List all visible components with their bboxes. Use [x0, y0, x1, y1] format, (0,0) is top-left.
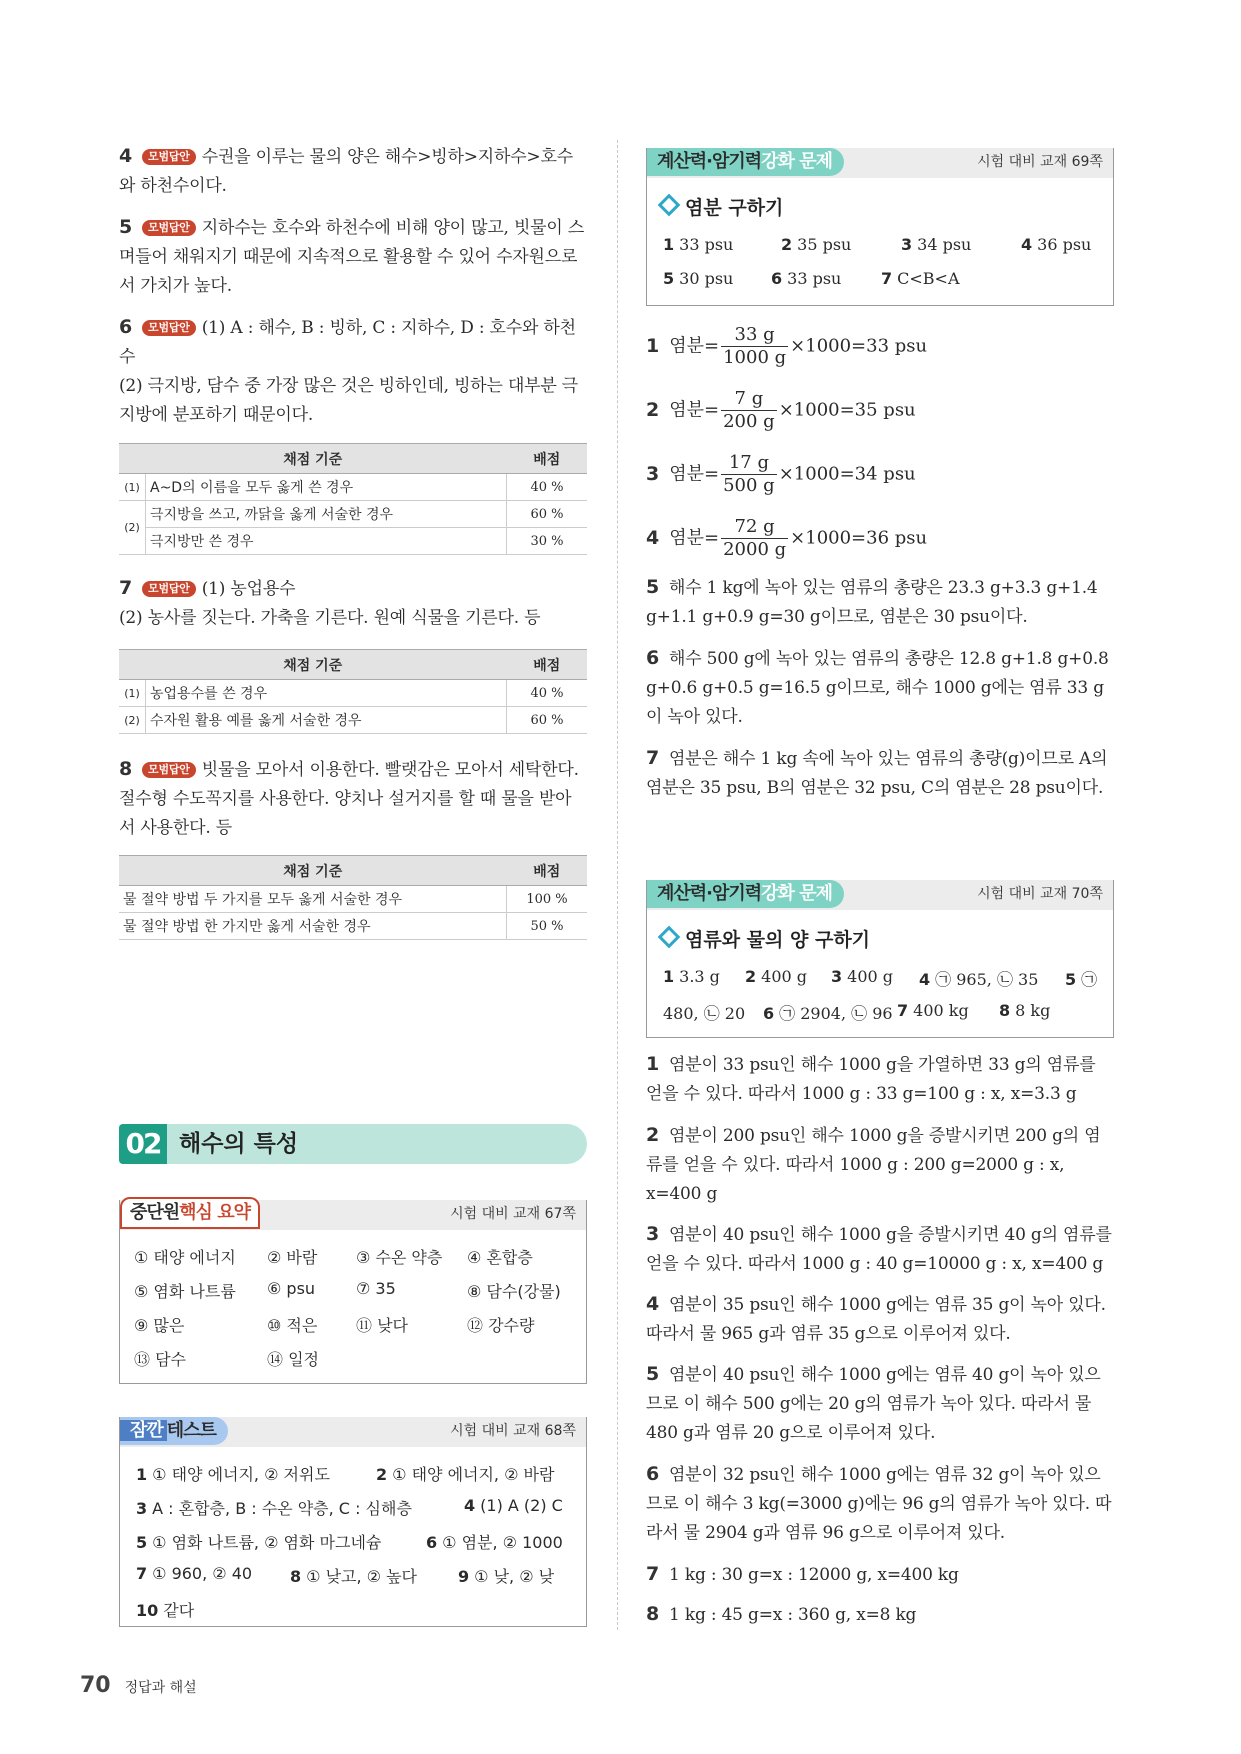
- quick-test-title: [120, 1417, 228, 1445]
- explanation-text: 1 kg : 45 g=x : 360 g, x=8 kg: [669, 1605, 917, 1625]
- diamond-icon: [658, 194, 681, 217]
- item-text: 400 g: [761, 967, 808, 986]
- summary-header-bar: [120, 1200, 586, 1230]
- item-number: 3: [901, 235, 913, 254]
- explanation-text: 염분이 40 psu인 해수 1000 g에는 염류 40 g이 녹아 있으므로 이 해수 500 g에는 20 g의 염류가 녹아 있다. 따라서 물 480 g과 염류 20 g으로 이루어져 있다.: [646, 1365, 1101, 1443]
- grading-table-8: [119, 855, 587, 940]
- explanation-text: 해수 500 g에 녹아 있는 염류의 총량은 12.8 g+1.8 g+0.8 g+0.6 g+0.5 g=16.5 g이므로, 해수 1000 g에는 염류 33 g이 녹아 있다.: [646, 649, 1109, 727]
- explanation-text: 1 kg : 30 g=x : 12000 g, x=400 kg: [669, 1565, 959, 1585]
- grading-table-6: [119, 443, 587, 555]
- item-number: 7: [897, 1001, 909, 1020]
- item-number: 5: [136, 1533, 148, 1552]
- calc-subheading-text: 염분 구하기: [685, 197, 784, 219]
- quick-test-box: [119, 1417, 587, 1627]
- item-number: 9: [458, 1567, 470, 1586]
- explanation-text: 염분은 해수 1 kg 속에 녹아 있는 염류의 총량(g)이므로 A의 염분은 35 psu, B의 염분은 32 psu, C의 염분은 28 psu이다.: [646, 749, 1108, 798]
- item-number: 6: [426, 1533, 438, 1552]
- criterion-cell: 농업용수를 쓴 경우: [146, 680, 507, 707]
- numerator: 17 g: [721, 452, 777, 475]
- criterion-cell: 수자원 활용 예를 옳게 서술한 경우: [146, 707, 507, 734]
- item-text: 8 kg: [1015, 1001, 1051, 1020]
- fraction-result: ×1000=33 psu: [790, 335, 928, 357]
- calc-ref: 시험 대비 교재 70쪽: [977, 886, 1103, 902]
- explanation-2-2: [646, 1121, 1116, 1209]
- fraction-2: [646, 388, 916, 433]
- summary-item: ③ 수온 약층: [356, 1248, 443, 1267]
- item-number: 5: [1065, 970, 1077, 989]
- calc-header-bar: [647, 148, 1113, 178]
- numerator: 7 g: [721, 388, 777, 411]
- item-number: 1: [663, 235, 675, 254]
- row-label: (1): [119, 680, 146, 707]
- answer-4: [119, 142, 587, 201]
- summary-item: ② 바람: [267, 1248, 318, 1267]
- answer-7: [119, 574, 587, 633]
- question-number: 2: [646, 1124, 660, 1146]
- score-header: 배점: [507, 444, 588, 474]
- item-number: 3: [136, 1499, 148, 1518]
- calc-title-a: 계산력·암기력: [657, 151, 762, 172]
- item-text: ① 태양 에너지, ② 바람: [392, 1465, 555, 1484]
- question-number: 5: [646, 576, 660, 598]
- section-number: 02: [119, 1124, 167, 1164]
- question-number: 4: [646, 1293, 660, 1315]
- summary-item: ⑪ 낮다: [356, 1316, 408, 1335]
- model-answer-tag: 모범답안: [142, 149, 196, 165]
- item-number: 7: [136, 1564, 148, 1583]
- score-cell: 60 %: [507, 501, 588, 528]
- criterion-cell: 물 절약 방법 한 가지만 옳게 서술한 경우: [119, 913, 507, 940]
- item-text: ① 염화 나트륨, ② 염화 마그네슘: [152, 1533, 382, 1552]
- item-text: 400 kg: [913, 1001, 969, 1020]
- score-header: 배점: [507, 856, 588, 886]
- item-text: ㉠ 2904, ㉡ 96: [779, 1004, 893, 1023]
- criteria-header: 채점 기준: [119, 444, 507, 474]
- explanation-7: [646, 744, 1116, 803]
- score-cell: 100 %: [507, 886, 588, 913]
- criterion-cell: 극지방을 쓰고, 까닭을 옳게 서술한 경우: [146, 501, 507, 528]
- item-text: (1) A (2) C: [480, 1496, 563, 1515]
- numerator: 72 g: [721, 516, 788, 539]
- summary-item: ⑨ 많은: [134, 1316, 185, 1335]
- item-number: 10: [136, 1601, 159, 1620]
- item-number: 4: [464, 1496, 476, 1515]
- question-number: 7: [646, 1563, 660, 1585]
- item-text: A : 혼합층, B : 수온 약층, C : 심해층: [152, 1499, 412, 1518]
- fraction-result: ×1000=35 psu: [778, 399, 916, 421]
- explanation-5: [646, 573, 1116, 632]
- summary-item: ① 태양 에너지: [134, 1248, 236, 1267]
- grading-table-7: [119, 649, 587, 734]
- question-number: 7: [646, 747, 660, 769]
- page-number: 70: [80, 1673, 111, 1698]
- quick-test-title-b: 테스트: [166, 1420, 216, 1441]
- item-text: 33 psu: [679, 235, 734, 254]
- calc-subheading: [661, 925, 870, 952]
- question-number: 6: [646, 647, 660, 669]
- row-label: (1): [119, 474, 146, 501]
- score-cell: 40 %: [507, 474, 588, 501]
- calc-header-bar: [647, 880, 1113, 910]
- denominator: 1000 g: [723, 347, 787, 368]
- answer-5: [119, 213, 587, 301]
- model-answer-tag: 모범답안: [142, 762, 196, 778]
- score-cell: 50 %: [507, 913, 588, 940]
- calc-title: [647, 880, 844, 908]
- explanation-2-5: [646, 1360, 1116, 1448]
- summary-item: ④ 혼합층: [467, 1248, 533, 1267]
- item-text: ㉠ 965, ㉡ 35: [935, 970, 1039, 989]
- denominator: 2000 g: [723, 539, 787, 560]
- calc-title-b: 강화 문제: [761, 883, 832, 904]
- row-label: (2): [119, 501, 146, 555]
- answer-6: [119, 313, 587, 430]
- explanation-2-4: [646, 1290, 1116, 1349]
- fraction-3: [646, 452, 916, 497]
- summary-item: ⑥ psu: [267, 1279, 316, 1298]
- item-text: 34 psu: [917, 235, 972, 254]
- item-number: 1: [136, 1465, 148, 1484]
- explanation-2-1: [646, 1050, 1116, 1109]
- answer-text: 지하수는 호수와 하천수에 비해 양이 많고, 빗물이 스며들어 채워지기 때문에 지속적으로 활용할 수 있어 수자원으로서 가치가 높다.: [119, 218, 585, 296]
- score-cell: 30 %: [507, 528, 588, 555]
- item-number: 8: [290, 1567, 302, 1586]
- criterion-cell: A~D의 이름을 모두 옳게 쓴 경우: [146, 474, 507, 501]
- summary-item: ⑫ 강수량: [467, 1316, 535, 1335]
- explanation-text: 염분이 33 psu인 해수 1000 g을 가열하면 33 g의 염류를 얻을 수 있다. 따라서 1000 g : 33 g=100 g : x, x=3.3 g: [646, 1055, 1096, 1104]
- calc-title-b: 강화 문제: [761, 151, 832, 172]
- answer-text: (1) A : 해수, B : 빙하, C : 지하수, D : 호수와 하천수: [119, 318, 576, 367]
- numerator: 33 g: [721, 324, 788, 347]
- summary-ref: 시험 대비 교재 67쪽: [450, 1206, 576, 1222]
- item-number: 6: [771, 269, 783, 288]
- explanation-text: 염분이 35 psu인 해수 1000 g에는 염류 35 g이 녹아 있다. 따라서 물 965 g과 염류 35 g으로 이루어져 있다.: [646, 1295, 1106, 1344]
- page-footer: [80, 1673, 197, 1698]
- item-text: 36 psu: [1037, 235, 1092, 254]
- calc-subheading: [661, 193, 783, 220]
- diamond-icon: [658, 926, 681, 949]
- section-title: 해수의 특성: [179, 1131, 299, 1157]
- item-number: 6: [763, 1004, 775, 1023]
- answer-8: [119, 755, 587, 843]
- item-text: 30 psu: [679, 269, 734, 288]
- question-number: 6: [119, 316, 133, 338]
- question-number: 1: [646, 1053, 660, 1075]
- item-number: 4: [919, 970, 931, 989]
- item-text: ① 낮, ② 낮: [474, 1567, 555, 1586]
- criteria-header: 채점 기준: [119, 650, 507, 680]
- answer-text: (2) 농사를 짓는다. 가축을 기른다. 원예 식물을 기른다. 등: [119, 608, 541, 628]
- item-text: 같다: [163, 1601, 195, 1620]
- explanation-text: 염분이 40 psu인 해수 1000 g을 증발시키면 40 g의 염류를 얻을 수 있다. 따라서 1000 g : 40 g=10000 g : x, x=400 g: [646, 1225, 1112, 1274]
- score-cell: 60 %: [507, 707, 588, 734]
- quick-test-header-bar: [120, 1417, 586, 1447]
- answer-text: 빗물을 모아서 이용한다. 빨랫감은 모아서 세탁한다. 절수형 수도꼭지를 사용한다. 양치나 설거지를 할 때 물을 받아서 사용한다. 등: [119, 760, 579, 838]
- fraction-result: ×1000=36 psu: [790, 527, 928, 549]
- item-text: ① 960, ② 40: [152, 1564, 253, 1583]
- model-answer-tag: 모범답안: [142, 320, 196, 336]
- summary-item: ⑤ 염화 나트륨: [134, 1282, 236, 1301]
- calc-title: [647, 148, 844, 176]
- item-text: 33 psu: [787, 269, 842, 288]
- question-number: 1: [646, 334, 660, 357]
- answer-text: (1) 농업용수: [201, 579, 296, 599]
- calc-subheading-text: 염류와 물의 양 구하기: [685, 929, 871, 951]
- item-text: ① 태양 에너지, ② 저위도: [152, 1465, 330, 1484]
- model-answer-tag: 모범답안: [142, 220, 196, 236]
- explanation-2-8: [646, 1600, 1116, 1630]
- question-number: 5: [119, 216, 133, 238]
- item-number: 7: [881, 269, 893, 288]
- fraction-prefix: 염분=: [669, 463, 720, 485]
- item-number: 2: [745, 967, 757, 986]
- summary-item: ⑩ 적은: [267, 1316, 318, 1335]
- summary-title-a: 중단원: [130, 1202, 180, 1223]
- explanation-text: 염분이 32 psu인 해수 1000 g에는 염류 32 g이 녹아 있으므로 이 해수 3 kg(=3000 g)에는 96 g의 염류가 녹아 있다. 따라서 물 2904 g과 염류 96 g으로 이루어져 있다.: [646, 1465, 1112, 1543]
- fraction-prefix: 염분=: [669, 399, 720, 421]
- column-divider: [617, 140, 618, 1630]
- answer-text: 수권을 이루는 물의 양은 해수>빙하>지하수>호수와 하천수이다.: [119, 147, 573, 196]
- fraction-1: [646, 324, 927, 369]
- item-number: 5: [663, 269, 675, 288]
- question-number: 2: [646, 398, 660, 421]
- summary-box: [119, 1200, 587, 1384]
- item-text: ① 낮고, ② 높다: [306, 1567, 417, 1586]
- quick-test-title-a: 잠깐: [120, 1420, 167, 1441]
- item-text: 400 g: [847, 967, 894, 986]
- score-cell: 40 %: [507, 680, 588, 707]
- item-number: 8: [999, 1001, 1011, 1020]
- summary-item: ⑦ 35: [356, 1279, 396, 1298]
- item-number: 1: [663, 967, 675, 986]
- section-02-header: [119, 1124, 587, 1164]
- criteria-header: 채점 기준: [119, 856, 507, 886]
- explanation-2-6: [646, 1460, 1116, 1548]
- question-number: 7: [119, 577, 133, 599]
- item-text: C<B<A: [897, 269, 960, 288]
- summary-title-b: 핵심 요약: [179, 1202, 250, 1223]
- calc-ref: 시험 대비 교재 69쪽: [977, 154, 1103, 170]
- explanation-text: 염분이 200 psu인 해수 1000 g을 증발시키면 200 g의 염류를 얻을 수 있다. 따라서 1000 g : 200 g=2000 g : x, x=400 g: [646, 1126, 1101, 1204]
- fraction-4: [646, 516, 927, 561]
- item-number: 4: [1021, 235, 1033, 254]
- item-text: ① 염분, ② 1000: [442, 1533, 563, 1552]
- quick-test-ref: 시험 대비 교재 68쪽: [450, 1423, 576, 1439]
- model-answer-tag: 모범답안: [142, 581, 196, 597]
- question-number: 6: [646, 1463, 660, 1485]
- explanation-6: [646, 644, 1116, 732]
- calc-title-a: 계산력·암기력: [657, 883, 762, 904]
- item-text: 3.3 g: [679, 967, 720, 986]
- question-number: 4: [119, 145, 133, 167]
- summary-title: [120, 1197, 260, 1229]
- row-label: (2): [119, 707, 146, 734]
- score-header: 배점: [507, 650, 588, 680]
- answer-text: (2) 극지방, 담수 중 가장 많은 것은 빙하인데, 빙하는 대부분 극지방에 분포하기 때문이다.: [119, 376, 579, 425]
- denominator: 500 g: [723, 475, 775, 496]
- question-number: 4: [646, 526, 660, 549]
- summary-item: ⑬ 담수: [134, 1350, 186, 1369]
- denominator: 200 g: [723, 411, 775, 432]
- explanation-2-7: [646, 1560, 1116, 1590]
- question-number: 8: [119, 758, 133, 780]
- item-text: 480, ㉡ 20: [663, 1004, 746, 1023]
- question-number: 3: [646, 1223, 660, 1245]
- summary-item: ⑧ 담수(강물): [467, 1282, 561, 1301]
- calc-box-70: [646, 880, 1114, 1038]
- item-text: ㉠: [1081, 970, 1098, 989]
- explanation-text: 해수 1 kg에 녹아 있는 염류의 총량은 23.3 g+3.3 g+1.4 g+1.1 g+0.9 g=30 g이므로, 염분은 30 psu이다.: [646, 578, 1098, 627]
- question-number: 3: [646, 462, 660, 485]
- calc-box-69: [646, 148, 1114, 306]
- question-number: 8: [646, 1603, 660, 1625]
- fraction-prefix: 염분=: [669, 527, 720, 549]
- item-text: 35 psu: [797, 235, 852, 254]
- item-number: 2: [781, 235, 793, 254]
- summary-item: ⑭ 일정: [267, 1350, 319, 1369]
- fraction-result: ×1000=34 psu: [778, 463, 916, 485]
- explanation-2-3: [646, 1220, 1116, 1279]
- item-number: 2: [376, 1465, 388, 1484]
- item-number: 3: [831, 967, 843, 986]
- question-number: 5: [646, 1363, 660, 1385]
- footer-label: 정답과 해설: [124, 1680, 197, 1696]
- criterion-cell: 물 절약 방법 두 가지를 모두 옳게 서술한 경우: [119, 886, 507, 913]
- fraction-prefix: 염분=: [669, 335, 720, 357]
- criterion-cell: 극지방만 쓴 경우: [146, 528, 507, 555]
